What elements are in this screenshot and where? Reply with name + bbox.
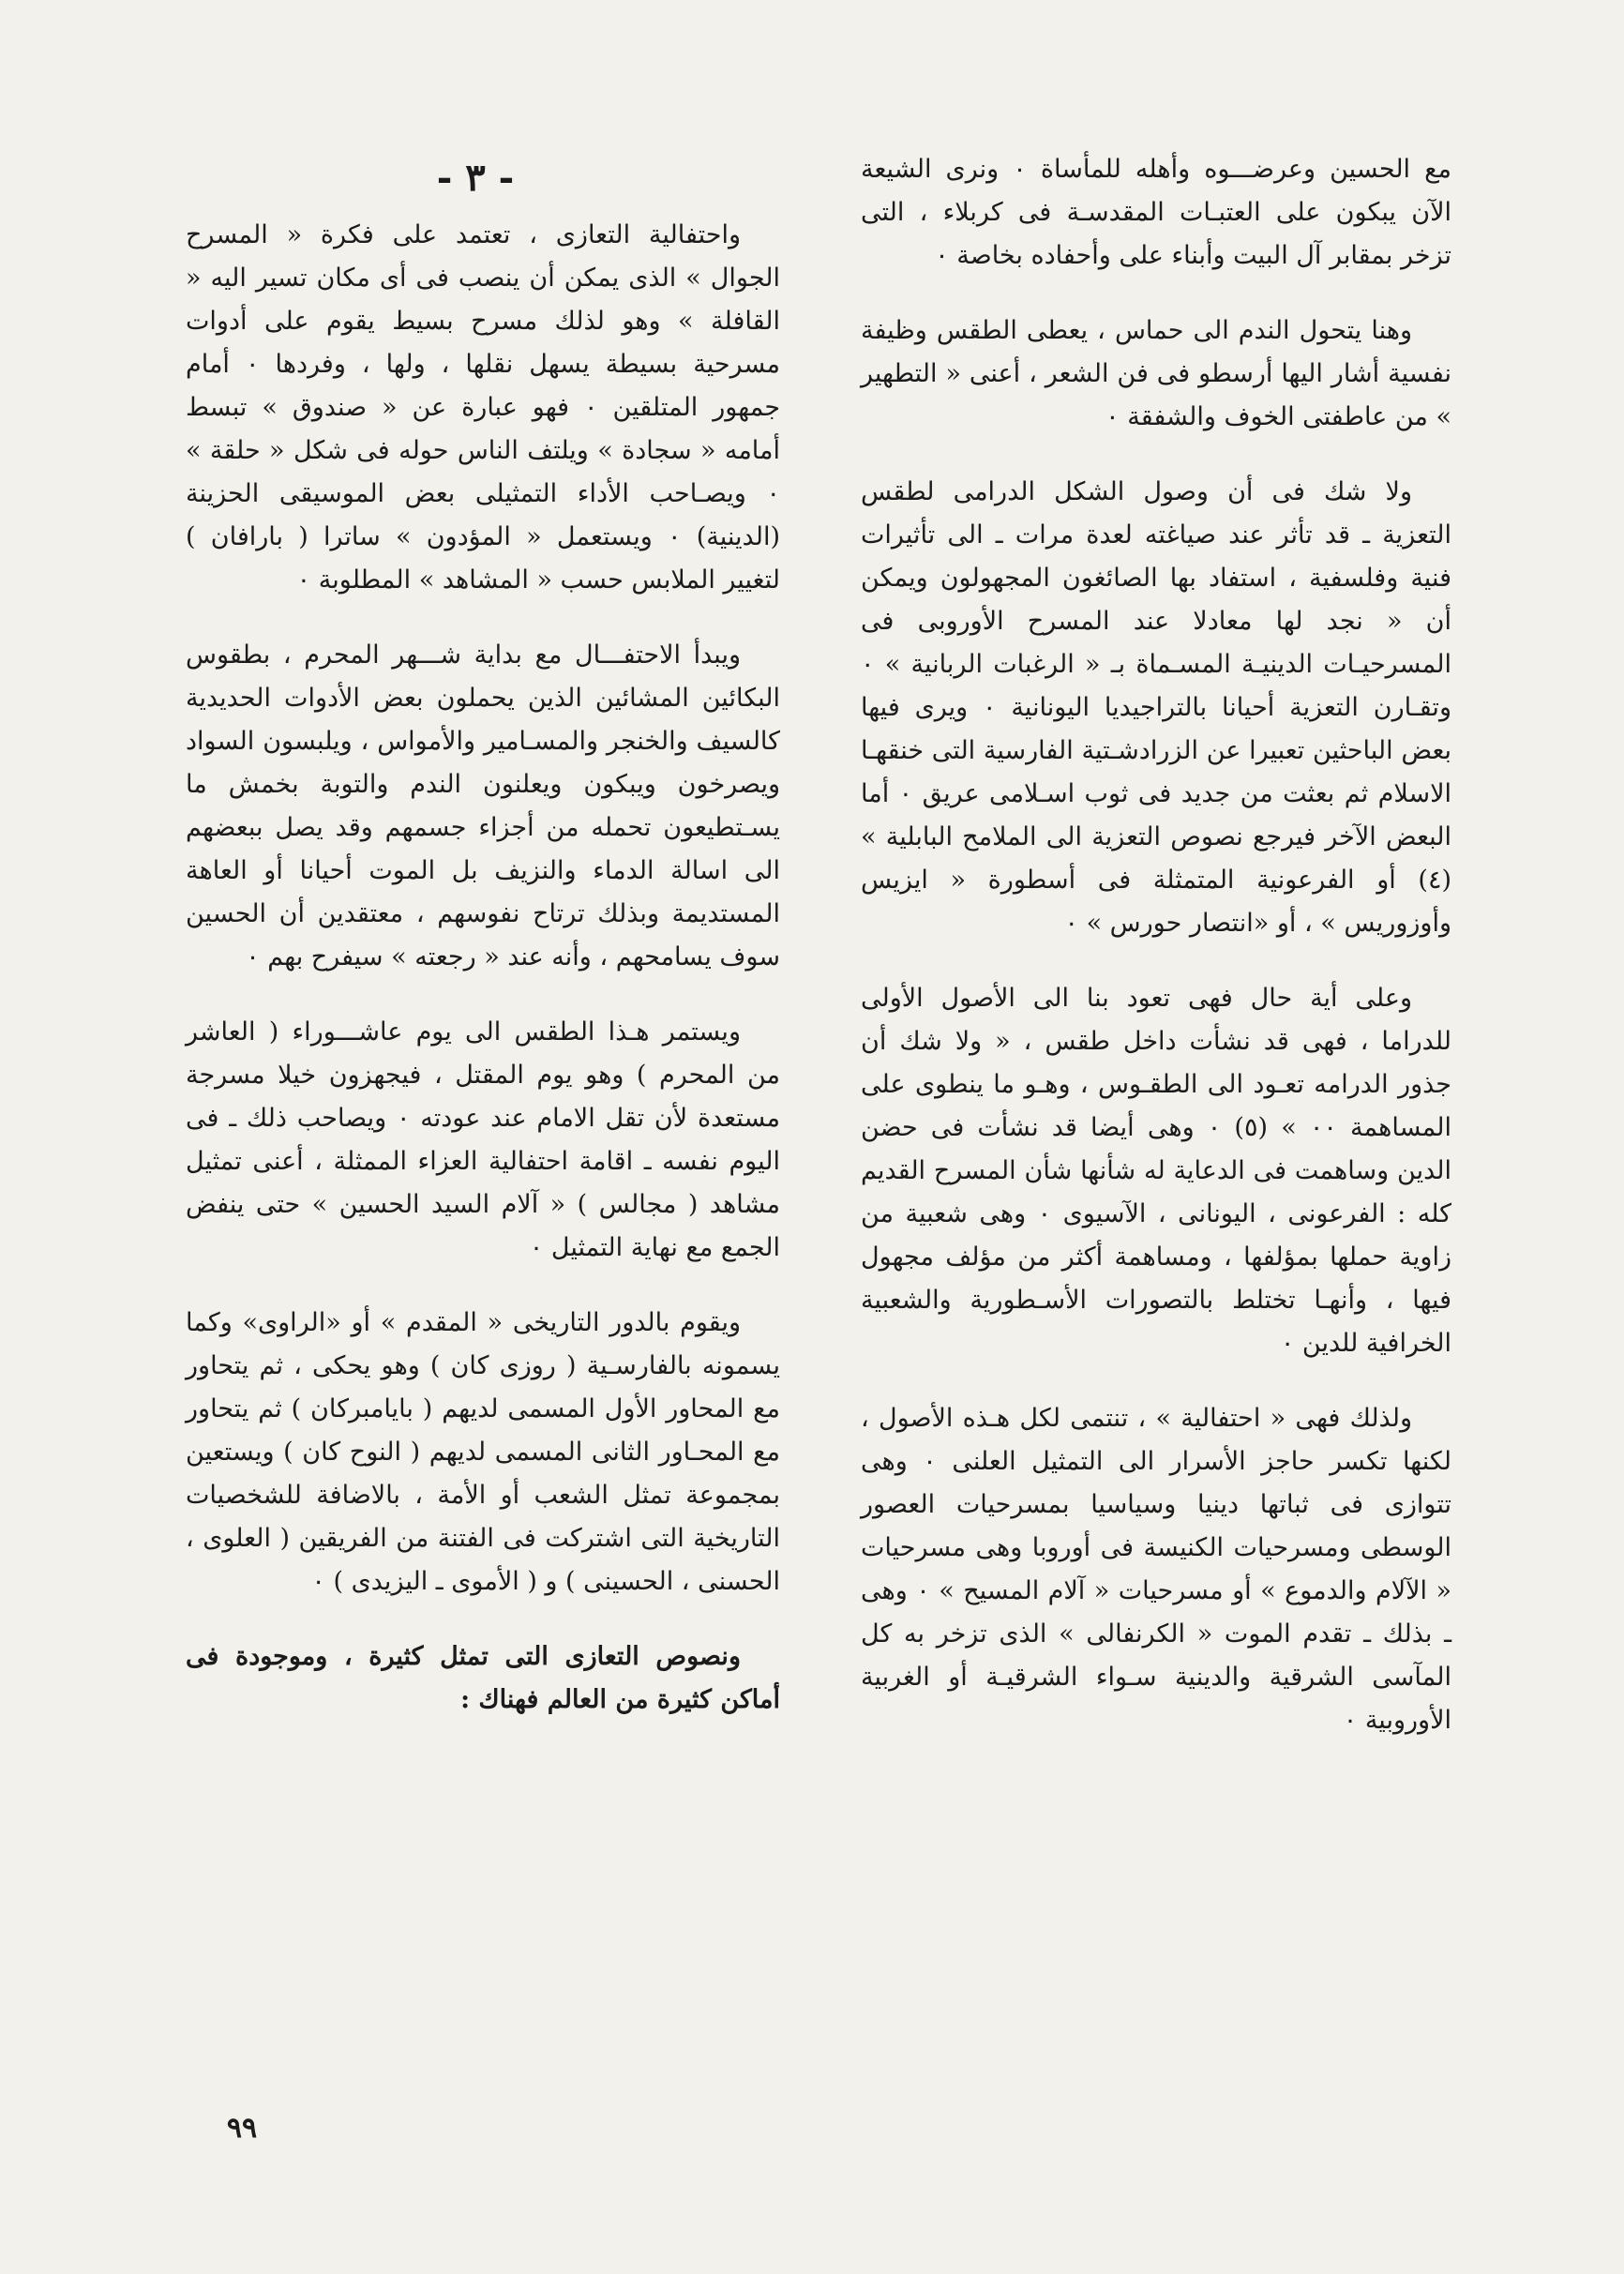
paragraph: وهنا يتحول الندم الى حماس ، يعطى الطقس وظيفة نفسية أشار اليها أرسطو فى فن الشعر ، أعنى « التطهير » من عاطفتى الخوف والشفقة ٠ [861,316,1451,431]
paragraph: ونصوص التعازى التى تمثل كثيرة ، وموجودة فى أماكن كثيرة من العالم فهناك : [186,1642,780,1714]
page-marker: - ٣ - [436,156,515,200]
paragraph: ويستمر هـذا الطقس الى يوم عاشـــوراء ( العاشر من المحرم ) وهو يوم المقتل ، فيجهزون خيلا مسرجة مستعدة لأن تقل الامام عند عودته ٠ ويصاحب ذلك ـ فى اليوم نفسه ـ اقامة احتفالية العزاء الممثلة ، أعنى تمثيل مشاهد ( مجالس ) « آلام السيد الحسين » حتى ينفض الجمع مع نهاية التمثيل ٠ [186,1017,780,1262]
paragraph: مع الحسين وعرضـــوه وأهله للمأساة ٠ ونرى الشيعة الآن يبكون على العتبـات المقدسـة فى كربلاء ، التى تزخر بمقابر آل البيت وأبناء على وأحفاده بخاصة ٠ [861,155,1451,270]
right-column [861,148,1451,1774]
left-column [186,214,780,1754]
paragraph: ولا شك فى أن وصول الشكل الدرامى لطقس التعزية ـ قد تأثر عند صياغته لعدة مرات ـ الى تأثيرات فنية وفلسفية ، استفاد بها الصائغون المجهولون ويمكن أن « نجد لها معادلا عند المسرح الأوروبى فى المسرحيـات الدينيـة المسـماة بـ « الرغبات الربانية » ٠ وتقـارن التعزية أحيانا بالتراجيديا اليونانية ٠ ويرى فيها بعض الباحثين تعبيرا عن الزرادشـتية الفارسية التى خنقهـا الاسلام ثم بعثت من جديد فى ثوب اسـلامى عريق ٠ أما البعض الآخر فيرجع نصوص التعزية الى الملامح البابلية » (٤) أو الفرعونية المتمثلة فى أسطورة « ايزيس وأوزوريس » ، أو «انتصار حورس » ٠ [861,477,1451,938]
paragraph: ويقوم بالدور التاريخى « المقدم » أو «الراوى» وكما يسمونه بالفارسـية ( روزى كان ) وهو يحكى ، ثم يتحاور مع المحاور الأول المسمى لديهم ( بايامبركان ) ثم يتحاور مع المحـاور الثانى المسمى لديهم ( النوح كان ) ويستعين بمجموعة تمثل الشعب أو الأمة ، بالاضافة للشخصيات التاريخية التى اشتركت فى الفتنة من الفريقين ( العلوى ، الحسنى ، الحسينى ) و ( الأموى ـ اليزيدى ) ٠ [186,1308,780,1596]
paragraph: واحتفالية التعازى ، تعتمد على فكرة « المسرح الجوال » الذى يمكن أن ينصب فى أى مكان تسير اليه « القافلة » وهو لذلك مسرح بسيط يقوم على أدوات مسرحية بسيطة يسهل نقلها ، ولها ، وفردها ٠ أمام جمهور المتلقين ٠ فهو عبارة عن « صندوق » تبسط أمامه « سجادة » ويلتف الناس حوله فى شكل « حلقة » ٠ ويصـاحب الأداء التمثيلى بعض الموسيقى الحزينة (الدينية) ٠ ويستعمل « المؤدون » ساترا ( بارافان ) لتغيير الملابس حسب « المشاهد » المطلوبة ٠ [186,220,781,595]
page-number: ٩٩ [226,2112,258,2145]
paragraph: ويبدأ الاحتفـــال مع بداية شـــهر المحرم ، بطقوس البكائين المشائين الذين يحملون بعض الأدوات الحديدية كالسيف والخنجر والمسـامير والأمواس ، ويلبسون السواد ويصرخون ويبكون ويعلنون الندم والتوبة بخمش ما يسـتطيعون تحمله من أجزاء جسمهم وقد يصل ببعضهم الى اسالة الدماء والنزيف بل الموت أحيانا أو العاهة المستديمة وبذلك ترتاح نفوسهم ، معتقدين أن الحسين سوف يسامحهم ، وأنه عند « رجعته » سيفرح بهم ٠ [186,640,780,971]
paragraph: ولذلك فهى « احتفالية » ، تنتمى لكل هـذه الأصول ، لكنها تكسر حاجز الأسرار الى التمثيل العلنى ٠ وهى تتوازى فى ثباتها دينيا وسياسيا بمسرحيات العصور الوسطى ومسرحيات الكنيسة فى أوروبا وهى مسرحيات « الآلام والدموع » أو مسرحيات « آلام المسيح » ٠ وهى ـ بذلك ـ تقدم الموت « الكرنفالى » الذى تزخر به كل المآسى الشرقية والدينية سـواء الشرقيـة أو الغربية الأوروبية ٠ [861,1404,1451,1735]
paragraph: وعلى أية حال فهى تعود بنا الى الأصول الأولى للدراما ، فهى قد نشأت داخل طقس ، « ولا شك أن جذور الدرامه تعـود الى الطقـوس ، وهـو ما ينطوى على المساهمة ٠٠ » (٥) ٠ وهى أيضا قد نشأت فى حضن الدين وساهمت فى الدعاية له شأنها شأن المسرح القديم كله : الفرعونى ، اليونانى ، الآسيوى ٠ وهى شعبية من زاوية حملها بمؤلفها ، ومساهمة أكثر من مؤلف مجهول فيها ، وأنهـا تختلط بالتصورات الأسـطورية والشعبية الخرافية للدين ٠ [861,984,1452,1358]
